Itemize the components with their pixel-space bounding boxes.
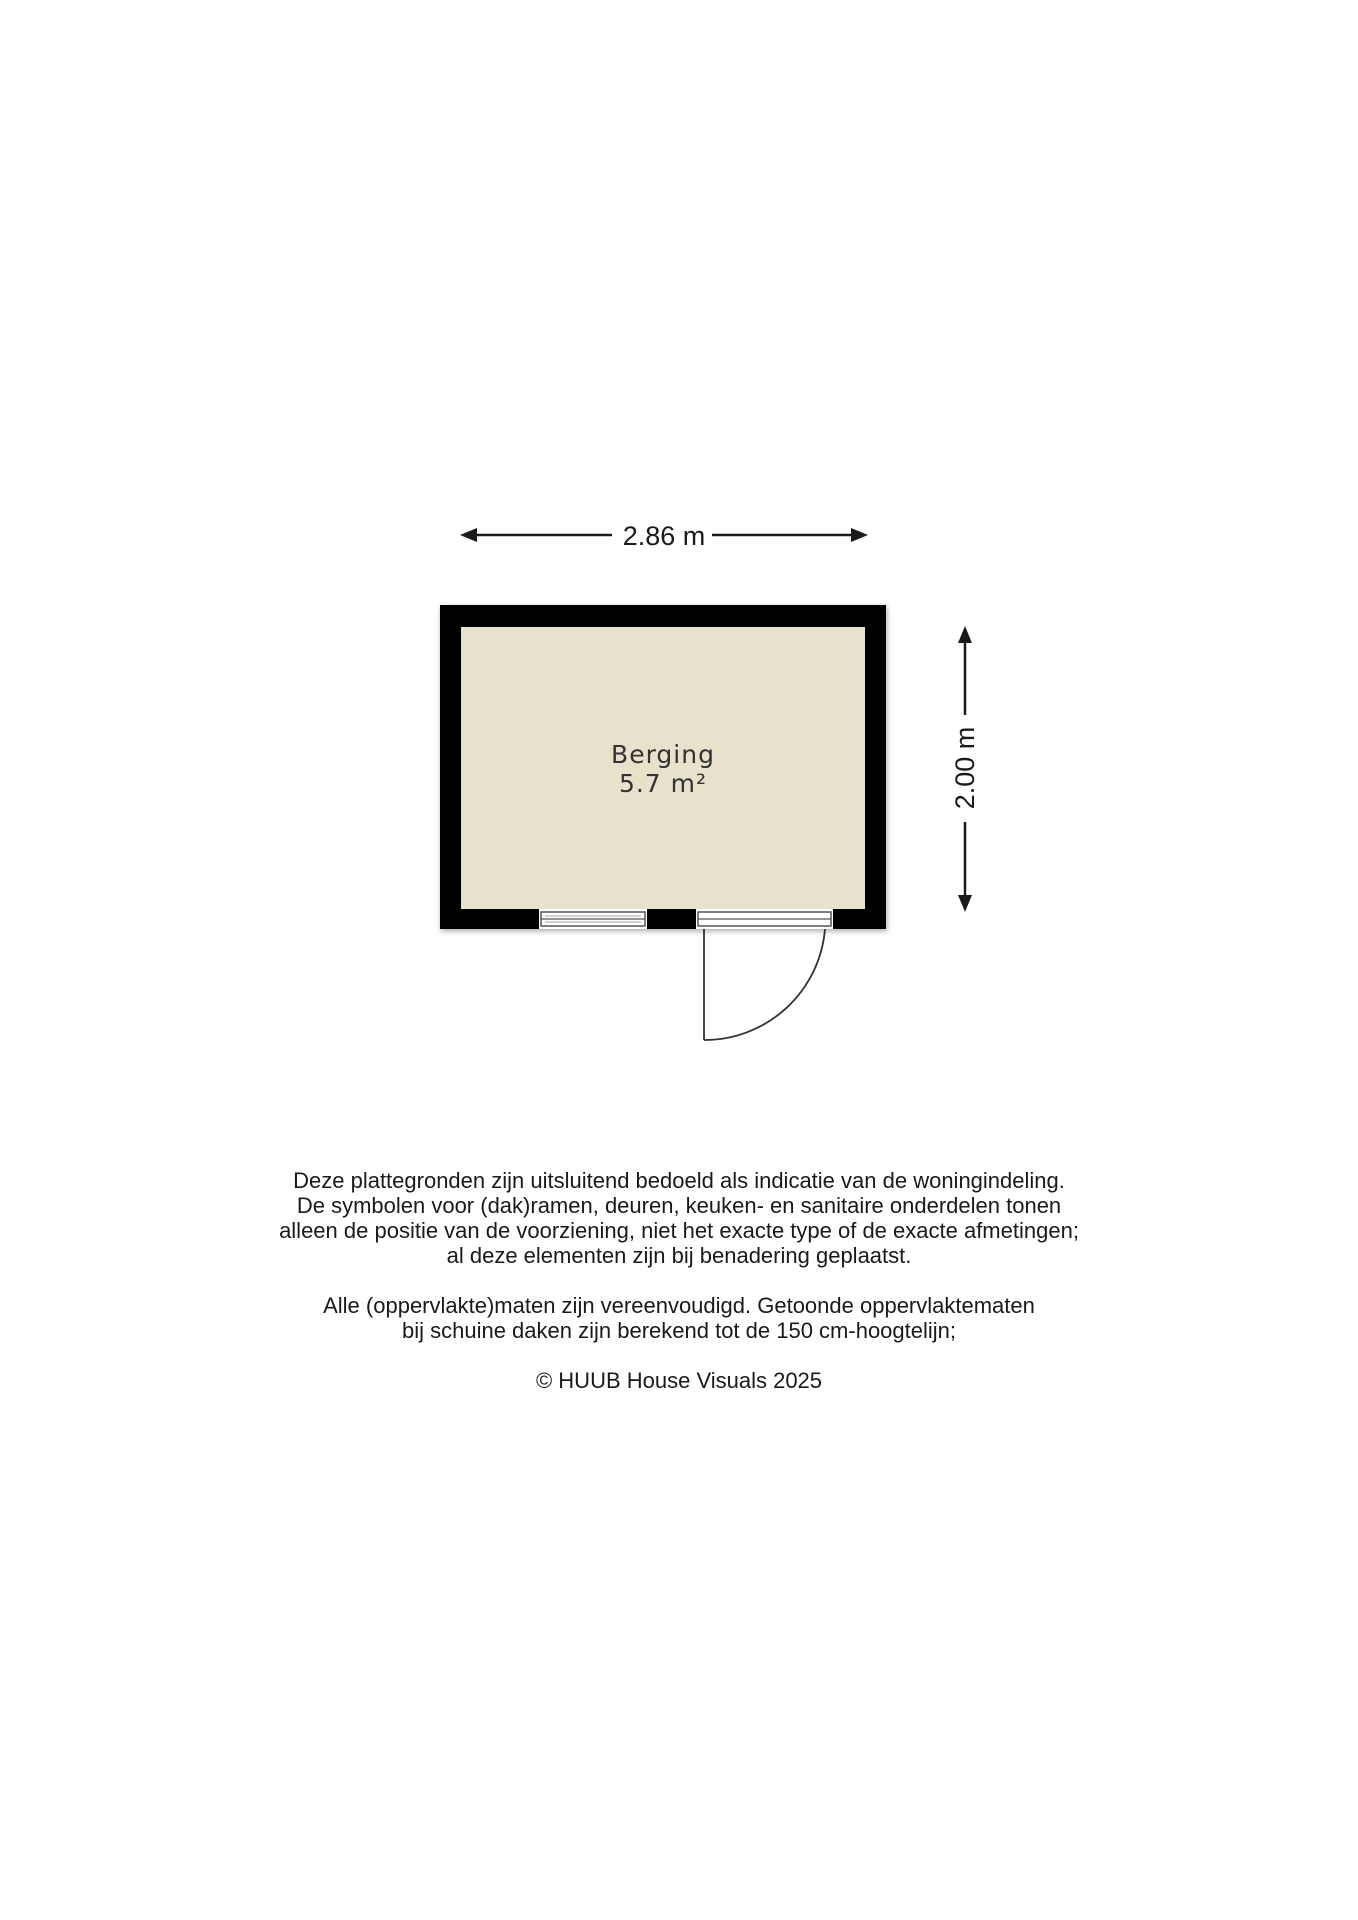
disclaimer-line: al deze elementen zijn bij benadering geplaatst.: [446, 1243, 912, 1268]
arrow-down-icon: [958, 895, 972, 912]
copyright: © HUUB House Visuals 2025: [535, 1368, 823, 1393]
disclaimer-line: bij schuine daken zijn berekend tot de 150 cm-hoogtelijn;: [401, 1318, 957, 1343]
spacer: [179, 1268, 1179, 1293]
window: [539, 909, 647, 929]
disclaimer-line: De symbolen voor (dak)ramen, deuren, keuken- en sanitaire onderdelen tonen: [296, 1193, 1062, 1218]
height-dimension-label: 2.00 m: [950, 726, 980, 810]
disclaimer-line: Deze plattegronden zijn uitsluitend bedoeld als indicatie van de woningindeling.: [293, 1168, 1065, 1193]
room-name: Berging: [611, 740, 715, 769]
room-area: 5.7 m²: [618, 769, 708, 798]
disclaimer: [179, 1168, 1179, 1393]
door-swing-arc: [704, 929, 825, 1040]
arrow-left-icon: [460, 528, 477, 542]
arrow-up-icon: [958, 626, 972, 643]
width-dimension: [460, 521, 868, 551]
width-dimension-label: 2.86 m: [622, 521, 706, 551]
disclaimer-line: Alle (oppervlakte)maten zijn vereenvoudigd. Getoonde oppervlaktematen: [323, 1293, 1035, 1318]
arrow-right-icon: [851, 528, 868, 542]
disclaimer-line: alleen de positie van de voorziening, niet het exacte type of de exacte afmetingen;: [279, 1218, 1079, 1243]
room-berging: [440, 605, 886, 1040]
door: [696, 909, 833, 1040]
height-dimension: [950, 626, 980, 912]
spacer: [179, 1343, 1179, 1368]
